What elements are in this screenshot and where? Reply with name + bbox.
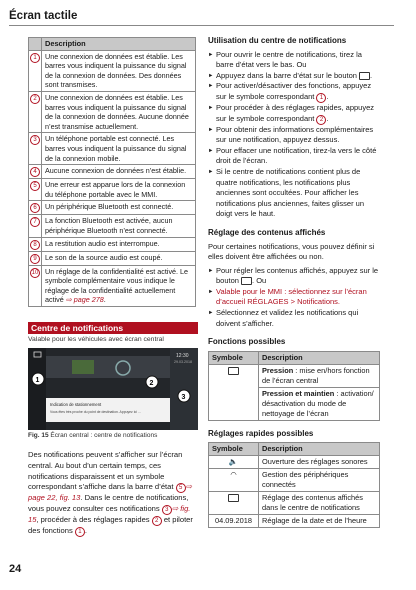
wifi-icon: ◠ xyxy=(209,469,259,492)
page-reference-link[interactable]: ⇨ page 278 xyxy=(65,295,104,305)
page-reference-link[interactable]: ⇨ page 22, fig. 13 xyxy=(28,482,192,503)
row-description: Une erreur est apparue lors de la connexion du téléphone portable avec le MMI. xyxy=(42,179,196,201)
row-number: 8 xyxy=(29,237,42,251)
row-description: Une connexion de données est établie. Les barres vous indiquent la puissance du signal de la connexion de données. Des données sont transmises. xyxy=(42,50,196,91)
table-row xyxy=(29,237,196,251)
table-row xyxy=(29,50,196,91)
speaker-icon: 🔈 xyxy=(209,456,259,469)
screen-date: 29.03.2018 xyxy=(174,360,192,364)
date-symbol: 04.09.2018 xyxy=(209,515,259,528)
page-number: 24 xyxy=(9,563,22,575)
instructions-list-2 xyxy=(208,266,380,330)
svg-text:3: 3 xyxy=(181,394,186,401)
section-subtitle: Valable pour les véhicules avec écran central xyxy=(28,336,164,343)
status-icons-table xyxy=(28,37,196,307)
list-item: ► Pour procéder à des réglages rapides, appuyez sur le symbole correspondant 2 . xyxy=(208,103,380,125)
svg-text:2: 2 xyxy=(149,380,154,387)
row-description: Aucune connexion de données n’est établie. xyxy=(42,165,196,179)
table-header-symbol: Symbole xyxy=(209,351,259,364)
table-cell: Ouverture des réglages sonores xyxy=(259,456,380,469)
table-row xyxy=(29,265,196,306)
list-item: ► Sélectionnez et validez les notifications qui doivent s’afficher. xyxy=(208,308,380,329)
figure-label: Fig. 15 xyxy=(28,432,49,439)
table-row xyxy=(29,215,196,237)
instructions-list xyxy=(208,50,380,220)
table-row xyxy=(29,179,196,201)
heading-possible-functions: Fonctions possibles xyxy=(208,337,286,347)
list-item: ► Pour ouvrir le centre de notifications, tirez la barre d’état vers le bas. Ou xyxy=(208,50,380,71)
page-header xyxy=(0,0,416,26)
table-row xyxy=(29,165,196,179)
functions-table xyxy=(208,351,380,421)
row-description: Une connexion de données est établie. Les barres vous indiquent la puissance du signal de la connexion de données. Aucune donnée n’est transmise actuellement. xyxy=(42,91,196,132)
table-header-description: Description xyxy=(259,351,380,364)
list-item: ► Pour régler les contenus affichés, appuyez sur le bouton . Ou xyxy=(208,266,380,287)
section-title-notifications: Centre de notifications xyxy=(28,322,198,334)
row-number: 1 xyxy=(29,50,42,91)
list-item: ► Si le centre de notifications contient plus de quatre notifications, les notifications plus anciennes sont occultées. Pour afficher les notifications plus anciennes, faites glisser un doigt vers le haut. xyxy=(208,167,380,220)
status-bar-button-icon xyxy=(359,72,370,80)
row-description: Le son de la source audio est coupé. xyxy=(42,251,196,265)
table-cell: Pression et maintien : activation/ désactivation du mode de nettoyage de l’écran xyxy=(259,387,380,420)
screen-time: 12:30 xyxy=(176,353,189,359)
figure-caption xyxy=(28,432,198,439)
row-description: Un téléphone portable est connecté. Les barres vous indiquent la puissance du signal de la connexion mobile. xyxy=(42,133,196,165)
table-header-description: Description xyxy=(259,443,380,456)
table-cell: Pression : mise en/hors fonction de l’écran central xyxy=(259,364,380,387)
list-item: ► Pour obtenir des informations complémentaires sur une notification, appuyez dessus. xyxy=(208,125,380,146)
row-description: La fonction Bluetooth est activée, aucun périphérique Bluetooth n’est connecté. xyxy=(42,215,196,237)
header-divider xyxy=(9,25,394,26)
table-row xyxy=(29,251,196,265)
page-title: Écran tactile xyxy=(9,10,78,22)
table-header-symbol: Symbole xyxy=(209,443,259,456)
svg-text:1: 1 xyxy=(35,377,40,384)
table-header-description: Description xyxy=(42,38,196,51)
row-description: Un périphérique Bluetooth est connecté. xyxy=(42,201,196,215)
quick-settings-table xyxy=(208,442,380,528)
table-cell: Réglage de la date et de l’heure xyxy=(259,515,380,528)
table-cell: Réglage des contenus affichés dans le centre de notifications xyxy=(259,492,380,515)
list-item: ► Pour effacer une notification, tirez-la vers le côté droit de l’écran. xyxy=(208,146,380,167)
heading-displayed-content: Réglage des contenus affichés xyxy=(208,227,326,237)
figure-caption-text: Écran central : centre de notifications xyxy=(50,432,158,439)
row-number: 6 xyxy=(29,201,42,215)
screen-card-text: Vous êtes très proche du point de destination. Appuyez ici ... xyxy=(50,410,141,414)
heading-using-notifications: Utilisation du centre de notifications xyxy=(208,36,347,45)
list-item: ► Valable pour le MMI : sélectionnez sur l’écran d’accueil RÉGLAGES > Notifications. xyxy=(208,287,380,308)
right-column xyxy=(208,36,380,528)
table-header-blank xyxy=(29,38,42,51)
table-cell: Gestion des périphériques connectés xyxy=(259,469,380,492)
row-number: 10 xyxy=(29,265,42,306)
table-row xyxy=(29,201,196,215)
settings-button-icon xyxy=(241,277,252,285)
row-description: Un réglage de la confidentialité est activé. Le symbole complémentaire vous indique le réglage de la confidentialité actuellement activé ⇨ page 278. xyxy=(42,265,196,306)
row-number: 4 xyxy=(29,165,42,179)
notification-settings-icon xyxy=(209,492,259,515)
figure-reference-link[interactable]: ⇨ fig. 15 xyxy=(28,504,191,525)
row-number: 2 xyxy=(29,91,42,132)
row-number: 3 xyxy=(29,133,42,165)
row-number: 7 xyxy=(29,215,42,237)
row-number: 5 xyxy=(29,179,42,201)
list-item: ► Pour activer/désactiver des fonctions, appuyez sur le symbole correspondant 1 . xyxy=(208,81,380,103)
list-item: ► Appuyez dans la barre d’état sur le bouton . xyxy=(208,71,380,82)
table-row xyxy=(29,91,196,132)
screen-card-title: Indication de stationnement xyxy=(50,402,102,407)
notifications-intro-paragraph: Des notifications peuvent s’afficher sur l’écran central. Au bout d’un certain temps, ces notifications disparaissent et un symbole correspondant s’affiche dans la barre d’état 5 ⇨ page 22, fig. 13. Dans le centre de notifications, vous pouvez consulter ces notifications 3 ⇨ fig. 15, procéder à des réglages rapides 2 et piloter des fonctions 1 . xyxy=(28,450,193,536)
central-screen-image xyxy=(28,348,198,430)
screen-toggle-icon xyxy=(209,364,259,420)
table-row xyxy=(29,133,196,165)
heading-quick-settings: Réglages rapides possibles xyxy=(208,428,314,438)
row-description: La restitution audio est interrompue. xyxy=(42,237,196,251)
paragraph: Pour certaines notifications, vous pouvez définir si elles doivent être affichées ou non. xyxy=(208,241,375,262)
row-number: 9 xyxy=(29,251,42,265)
